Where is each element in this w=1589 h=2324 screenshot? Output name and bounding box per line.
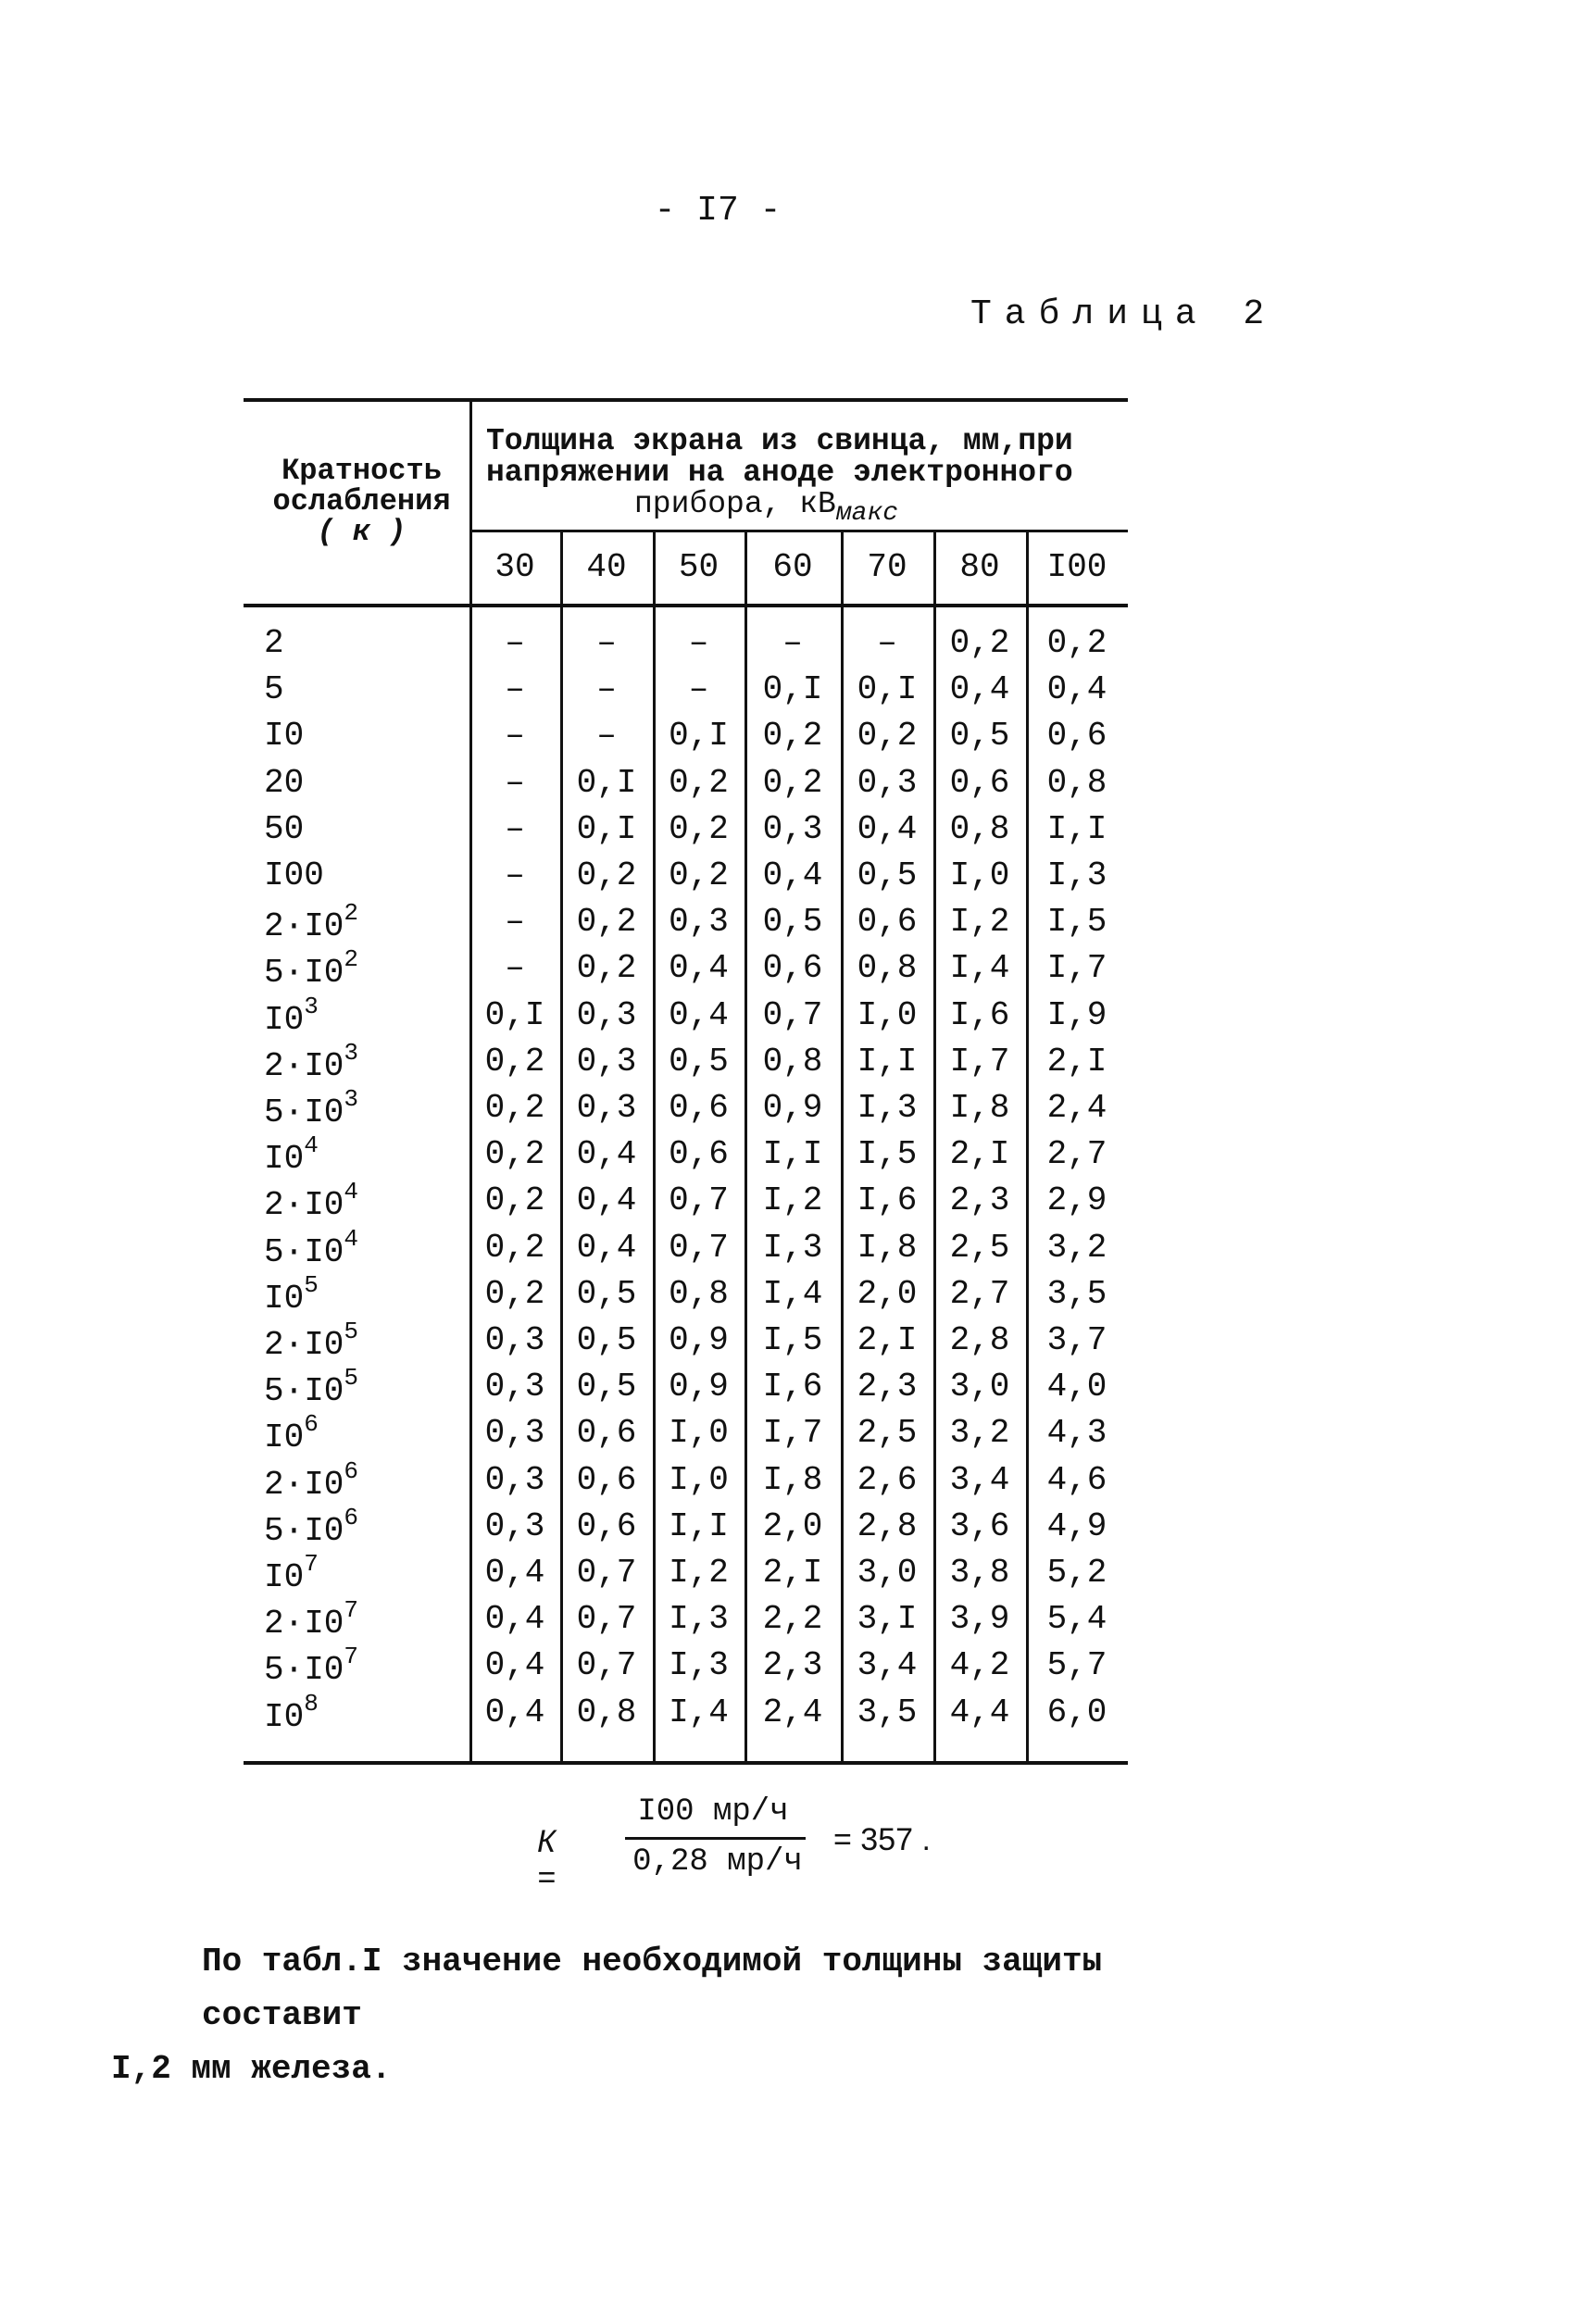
- thickness-cell: I,7: [1046, 949, 1107, 987]
- attenuation-value: [264, 1596, 359, 1643]
- thickness-cell: 3,0: [949, 1368, 1010, 1406]
- thickness-cell: I,3: [1046, 856, 1107, 894]
- thickness-cell: 0,5: [669, 1043, 729, 1081]
- header-left-line: ( к ): [317, 515, 407, 549]
- thickness-cell: 0,8: [1046, 764, 1107, 802]
- voltage-header-cell: 40: [586, 548, 627, 586]
- thickness-cell: I,7: [949, 1043, 1010, 1081]
- thickness-cell: 0,2: [1046, 624, 1107, 662]
- attenuation-base: I00: [264, 856, 324, 894]
- thickness-cell: 0,8: [576, 1693, 637, 1731]
- attenuation-base: I0: [264, 1418, 305, 1456]
- thickness-cell: –: [505, 670, 525, 708]
- thickness-cell: 3,7: [1046, 1321, 1107, 1359]
- attenuation-base: 5·I0: [264, 1372, 344, 1410]
- thickness-cell: I,8: [857, 1229, 918, 1267]
- table-row: [244, 1504, 1128, 1554]
- thickness-cell: 0,7: [576, 1646, 637, 1684]
- thickness-cell: –: [688, 670, 709, 708]
- table-subheader-rule: [469, 530, 1128, 532]
- attenuation-value: [264, 1410, 319, 1456]
- thickness-cell: 0,2: [484, 1275, 545, 1313]
- thickness-cell: 5,4: [1046, 1600, 1107, 1638]
- thickness-cell: 0,9: [762, 1089, 823, 1127]
- attenuation-exponent: 7: [344, 1643, 359, 1670]
- thickness-cell: 0,7: [576, 1600, 637, 1638]
- attenuation-exponent: 3: [304, 993, 319, 1020]
- attenuation-value: [264, 717, 304, 755]
- attenuation-base: 20: [264, 764, 305, 802]
- thickness-cell: 0,6: [576, 1414, 637, 1452]
- attenuation-base: 5·I0: [264, 954, 344, 992]
- thickness-cell: I,I: [762, 1135, 823, 1173]
- attenuation-value: [264, 1131, 319, 1178]
- column-divider: [841, 530, 844, 1764]
- attenuation-value: [264, 764, 304, 802]
- table-row: [244, 1318, 1128, 1368]
- thickness-cell: 0,3: [484, 1507, 545, 1545]
- attenuation-value: [264, 1457, 359, 1504]
- thickness-cell: 0,4: [857, 810, 918, 848]
- attenuation-exponent: 8: [304, 1690, 319, 1718]
- thickness-cell: 0,7: [762, 996, 823, 1034]
- attenuation-exponent: 3: [344, 1039, 359, 1067]
- thickness-cell: –: [596, 717, 617, 755]
- attenuation-value: [264, 624, 284, 662]
- thickness-cell: 4,4: [949, 1693, 1010, 1731]
- thickness-cell: 0,4: [576, 1229, 637, 1267]
- thickness-cell: I,5: [762, 1321, 823, 1359]
- table-row: [244, 1085, 1128, 1135]
- thickness-cell: 4,6: [1046, 1461, 1107, 1499]
- attenuation-exponent: 4: [304, 1131, 319, 1159]
- table-row: [244, 856, 1128, 903]
- thickness-cell: 0,6: [576, 1461, 637, 1499]
- thickness-cell: I,8: [762, 1461, 823, 1499]
- table-row: [244, 1410, 1128, 1460]
- thickness-cell: 0,5: [576, 1321, 637, 1359]
- attenuation-base: 5: [264, 670, 284, 708]
- thickness-cell: 0,2: [669, 764, 729, 802]
- attenuation-exponent: 4: [344, 1178, 359, 1206]
- attenuation-value: [264, 1643, 359, 1689]
- thickness-cell: 3,9: [949, 1600, 1010, 1638]
- thickness-cell: I,6: [857, 1181, 918, 1219]
- thickness-cell: 2,9: [1046, 1181, 1107, 1219]
- thickness-cell: 0,8: [762, 1043, 823, 1081]
- thickness-cell: 0,I: [857, 670, 918, 708]
- thickness-cell: 0,8: [669, 1275, 729, 1313]
- thickness-cell: 2,7: [1046, 1135, 1107, 1173]
- thickness-cell: –: [505, 903, 525, 941]
- thickness-cell: 3,2: [1046, 1229, 1107, 1267]
- attenuation-exponent: 6: [304, 1410, 319, 1438]
- thickness-cell: 2,I: [949, 1135, 1010, 1173]
- thickness-cell: 0,3: [576, 1089, 637, 1127]
- thickness-cell: 0,4: [484, 1554, 545, 1592]
- table-row: [244, 1690, 1128, 1740]
- thickness-cell: 2,I: [1046, 1043, 1107, 1081]
- thickness-cell: 0,2: [576, 949, 637, 987]
- attenuation-base: 2·I0: [264, 907, 344, 945]
- formula-numerator: I00 мр/ч: [637, 1794, 789, 1830]
- attenuation-exponent: 2: [344, 899, 359, 927]
- fraction-bar: [625, 1837, 806, 1840]
- thickness-cell: 6,0: [1046, 1693, 1107, 1731]
- attenuation-base: 2·I0: [264, 1047, 344, 1085]
- thickness-cell: 0,I: [762, 670, 823, 708]
- thickness-cell: I,5: [857, 1135, 918, 1173]
- attenuation-exponent: 5: [344, 1318, 359, 1345]
- thickness-cell: 0,4: [576, 1181, 637, 1219]
- thickness-cell: I,3: [857, 1089, 918, 1127]
- attenuation-value: [264, 856, 324, 894]
- attenuation-base: I0: [264, 717, 305, 755]
- thickness-cell: 0,2: [484, 1043, 545, 1081]
- thickness-cell: I,I: [669, 1507, 729, 1545]
- thickness-cell: 3,5: [857, 1693, 918, 1731]
- thickness-cell: 3,4: [857, 1646, 918, 1684]
- thickness-cell: 5,2: [1046, 1554, 1107, 1592]
- thickness-cell: 5,7: [1046, 1646, 1107, 1684]
- thickness-cell: –: [596, 670, 617, 708]
- thickness-cell: 3,2: [949, 1414, 1010, 1452]
- attenuation-value: [264, 1039, 359, 1085]
- thickness-cell: 0,4: [1046, 670, 1107, 708]
- thickness-cell: –: [505, 624, 525, 662]
- thickness-cell: 3,6: [949, 1507, 1010, 1545]
- attenuation-exponent: 5: [304, 1271, 319, 1299]
- header-right-line: напряжении на аноде электронного: [486, 456, 1073, 490]
- table-caption: Таблица 2: [970, 294, 1278, 334]
- column-divider: [933, 530, 936, 1764]
- attenuation-base: I0: [264, 1558, 305, 1596]
- thickness-cell: 2,0: [762, 1507, 823, 1545]
- table-row: [244, 1364, 1128, 1414]
- attenuation-base: I0: [264, 1698, 305, 1736]
- thickness-cell: 0,3: [484, 1414, 545, 1452]
- thickness-cell: I,6: [949, 996, 1010, 1034]
- thickness-cell: 2,5: [857, 1414, 918, 1452]
- thickness-cell: 0,4: [762, 856, 823, 894]
- thickness-cell: 3,5: [1046, 1275, 1107, 1313]
- table-row: [244, 624, 1128, 670]
- thickness-cell: I,I: [1046, 810, 1107, 848]
- thickness-cell: –: [505, 810, 525, 848]
- attenuation-value: [264, 1690, 319, 1736]
- thickness-cell: 2,8: [949, 1321, 1010, 1359]
- table-row: [244, 945, 1128, 995]
- attenuation-base: 2: [264, 624, 284, 662]
- thickness-cell: 0,I: [576, 764, 637, 802]
- thickness-cell: 0,3: [857, 764, 918, 802]
- column-divider: [653, 530, 656, 1764]
- formula-lhs: К =: [537, 1824, 557, 1895]
- attenuation-exponent: 5: [344, 1364, 359, 1392]
- attenuation-base: 2·I0: [264, 1186, 344, 1224]
- table-row: [244, 1457, 1128, 1507]
- attenuation-exponent: 3: [344, 1085, 359, 1113]
- thickness-cell: I,4: [669, 1693, 729, 1731]
- thickness-cell: I,8: [949, 1089, 1010, 1127]
- thickness-cell: 0,2: [484, 1181, 545, 1219]
- conclusion-paragraph: [111, 1935, 1269, 2096]
- header-left-line: ослабления: [272, 484, 451, 519]
- thickness-cell: –: [505, 856, 525, 894]
- thickness-cell: I,4: [949, 949, 1010, 987]
- table-bottom-rule: [244, 1761, 1128, 1765]
- thickness-cell: 0,5: [857, 856, 918, 894]
- thickness-cell: 0,4: [669, 949, 729, 987]
- voltage-header-cell: I00: [1046, 548, 1107, 586]
- attenuation-value: [264, 670, 284, 708]
- page-number: - I7 -: [654, 191, 782, 231]
- thickness-cell: 2,4: [1046, 1089, 1107, 1127]
- thickness-cell: I,I: [857, 1043, 918, 1081]
- thickness-cell: 4,3: [1046, 1414, 1107, 1452]
- attenuation-base: 2·I0: [264, 1466, 344, 1504]
- header-right-line: Толщина экрана из свинца, мм,при: [486, 424, 1073, 458]
- thickness-cell: 0,6: [669, 1089, 729, 1127]
- thickness-cell: I,6: [762, 1368, 823, 1406]
- attenuation-base: I0: [264, 1001, 305, 1039]
- thickness-cell: 0,2: [762, 717, 823, 755]
- thickness-cell: 2,6: [857, 1461, 918, 1499]
- formula-result: = 357 .: [833, 1822, 931, 1857]
- thickness-cell: 3,I: [857, 1600, 918, 1638]
- thickness-cell: I,3: [762, 1229, 823, 1267]
- thickness-cell: I,9: [1046, 996, 1107, 1034]
- thickness-cell: 0,2: [484, 1229, 545, 1267]
- thickness-cell: 0,5: [576, 1275, 637, 1313]
- attenuation-base: 2·I0: [264, 1605, 344, 1643]
- attenuation-value: [264, 1318, 359, 1364]
- thickness-cell: 4,9: [1046, 1507, 1107, 1545]
- thickness-cell: I,3: [669, 1600, 729, 1638]
- table-row: [244, 1596, 1128, 1646]
- thickness-cell: 0,2: [762, 764, 823, 802]
- table-row: [244, 717, 1128, 763]
- thickness-cell: I,2: [949, 903, 1010, 941]
- thickness-cell: 0,8: [857, 949, 918, 987]
- attenuation-base: I0: [264, 1140, 305, 1178]
- table-row: [244, 1271, 1128, 1321]
- thickness-cell: 0,I: [669, 717, 729, 755]
- thickness-cell: 0,6: [857, 903, 918, 941]
- thickness-cell: 0,5: [949, 717, 1010, 755]
- thickness-cell: 0,9: [669, 1321, 729, 1359]
- table-row: [244, 1178, 1128, 1228]
- thickness-cell: 2,4: [762, 1693, 823, 1731]
- attenuation-value: [264, 1178, 359, 1224]
- thickness-cell: 2,I: [857, 1321, 918, 1359]
- thickness-cell: 0,4: [669, 996, 729, 1034]
- thickness-cell: 0,2: [949, 624, 1010, 662]
- thickness-cell: –: [877, 624, 897, 662]
- column-divider: [560, 530, 563, 1764]
- table-row: [244, 1131, 1128, 1181]
- thickness-cell: I,0: [669, 1461, 729, 1499]
- attenuation-base: I0: [264, 1280, 305, 1318]
- thickness-cell: 2,3: [949, 1181, 1010, 1219]
- thickness-cell: 0,6: [762, 949, 823, 987]
- attenuation-value: [264, 993, 319, 1039]
- thickness-cell: 0,2: [576, 903, 637, 941]
- thickness-cell: 0,2: [857, 717, 918, 755]
- thickness-cell: –: [505, 764, 525, 802]
- thickness-cell: 2,3: [857, 1368, 918, 1406]
- thickness-cell: 0,2: [669, 810, 729, 848]
- thickness-cell: –: [596, 624, 617, 662]
- paragraph-line: I,2 мм железа.: [111, 2050, 392, 2088]
- thickness-cell: I,4: [762, 1275, 823, 1313]
- table-row: [244, 764, 1128, 810]
- thickness-cell: 0,5: [762, 903, 823, 941]
- thickness-cell: I,0: [857, 996, 918, 1034]
- thickness-cell: –: [505, 717, 525, 755]
- thickness-cell: I,3: [669, 1646, 729, 1684]
- header-unit-subscript: макс: [835, 499, 899, 528]
- thickness-cell: –: [688, 624, 709, 662]
- thickness-cell: 2,8: [857, 1507, 918, 1545]
- attenuation-base: 50: [264, 810, 305, 848]
- thickness-cell: 3,0: [857, 1554, 918, 1592]
- thickness-cell: 0,7: [669, 1181, 729, 1219]
- attenuation-value: [264, 1085, 359, 1131]
- table-row: [244, 1643, 1128, 1693]
- thickness-cell: 2,2: [762, 1600, 823, 1638]
- thickness-cell: 0,6: [669, 1135, 729, 1173]
- attenuation-base: 5·I0: [264, 1512, 344, 1550]
- thickness-cell: 0,9: [669, 1368, 729, 1406]
- thickness-cell: 0,4: [949, 670, 1010, 708]
- attenuation-value: [264, 899, 359, 945]
- thickness-cell: 4,0: [1046, 1368, 1107, 1406]
- column-header-attenuation: [257, 456, 466, 547]
- attenuation-value: [264, 945, 359, 992]
- thickness-cell: 0,I: [576, 810, 637, 848]
- thickness-cell: 3,8: [949, 1554, 1010, 1592]
- header-unit: прибора, кВ: [634, 487, 836, 521]
- thickness-cell: 0,2: [576, 856, 637, 894]
- voltage-header-cell: 30: [494, 548, 535, 586]
- header-right-line: [486, 487, 1125, 528]
- thickness-cell: 3,4: [949, 1461, 1010, 1499]
- thickness-cell: 0,8: [949, 810, 1010, 848]
- thickness-cell: I,7: [762, 1414, 823, 1452]
- thickness-cell: I,2: [762, 1181, 823, 1219]
- table-row: [244, 670, 1128, 717]
- thickness-cell: 0,I: [484, 996, 545, 1034]
- thickness-cell: 2,I: [762, 1554, 823, 1592]
- thickness-cell: –: [505, 949, 525, 987]
- attenuation-exponent: 2: [344, 945, 359, 973]
- voltage-header-cell: 80: [959, 548, 1000, 586]
- table-row: [244, 993, 1128, 1043]
- attenuation-base: 5·I0: [264, 1093, 344, 1131]
- thickness-cell: 0,4: [484, 1693, 545, 1731]
- thickness-cell: 0,3: [762, 810, 823, 848]
- thickness-cell: 0,2: [484, 1135, 545, 1173]
- thickness-cell: 2,3: [762, 1646, 823, 1684]
- header-left-line: Кратность: [282, 454, 442, 488]
- thickness-cell: 0,7: [669, 1229, 729, 1267]
- thickness-cell: I,0: [669, 1414, 729, 1452]
- voltage-header-cell: 50: [678, 548, 719, 586]
- thickness-cell: I,5: [1046, 903, 1107, 941]
- voltage-header-cell: 70: [867, 548, 907, 586]
- table-row: [244, 810, 1128, 856]
- thickness-cell: 4,2: [949, 1646, 1010, 1684]
- attenuation-exponent: 6: [344, 1504, 359, 1531]
- thickness-cell: 0,4: [484, 1646, 545, 1684]
- attenuation-exponent: 6: [344, 1457, 359, 1485]
- column-header-thickness: [486, 424, 1125, 528]
- table-header-rule: [244, 604, 1128, 607]
- attenuation-value: [264, 1225, 359, 1271]
- thickness-cell: 0,6: [949, 764, 1010, 802]
- column-divider: [744, 530, 747, 1764]
- thickness-cell: 0,3: [576, 1043, 637, 1081]
- thickness-cell: I,0: [949, 856, 1010, 894]
- attenuation-value: [264, 810, 304, 848]
- table-row: [244, 1039, 1128, 1089]
- thickness-cell: I,2: [669, 1554, 729, 1592]
- column-divider: [1026, 530, 1029, 1764]
- thickness-cell: 0,4: [576, 1135, 637, 1173]
- thickness-cell: 2,7: [949, 1275, 1010, 1313]
- attenuation-exponent: 7: [304, 1550, 319, 1578]
- attenuation-exponent: 4: [344, 1225, 359, 1253]
- thickness-cell: 2,0: [857, 1275, 918, 1313]
- attenuation-base: 5·I0: [264, 1651, 344, 1689]
- table-row: [244, 899, 1128, 949]
- attenuation-value: [264, 1550, 319, 1596]
- table-row: [244, 1225, 1128, 1275]
- thickness-cell: –: [782, 624, 803, 662]
- thickness-cell: 0,3: [484, 1368, 545, 1406]
- thickness-cell: 0,7: [576, 1554, 637, 1592]
- thickness-cell: 0,3: [484, 1461, 545, 1499]
- attenuation-value: [264, 1364, 359, 1410]
- thickness-cell: 0,6: [576, 1507, 637, 1545]
- attenuation-exponent: 7: [344, 1596, 359, 1624]
- thickness-cell: 0,2: [484, 1089, 545, 1127]
- paragraph-line: По табл.I значение необходимой толщины защиты составит: [202, 1943, 1103, 2034]
- voltage-header-cell: 60: [772, 548, 813, 586]
- attenuation-value: [264, 1504, 359, 1550]
- thickness-cell: 0,3: [669, 903, 729, 941]
- thickness-cell: 0,3: [484, 1321, 545, 1359]
- table-top-rule: [244, 398, 1128, 402]
- table-row: [244, 1550, 1128, 1600]
- attenuation-value: [264, 1271, 319, 1318]
- thickness-cell: 0,4: [484, 1600, 545, 1638]
- thickness-cell: 0,3: [576, 996, 637, 1034]
- attenuation-base: 5·I0: [264, 1233, 344, 1271]
- thickness-cell: 0,2: [669, 856, 729, 894]
- column-divider: [469, 398, 472, 1764]
- thickness-cell: 0,5: [576, 1368, 637, 1406]
- formula-denominator: 0,28 мр/ч: [632, 1844, 803, 1880]
- thickness-cell: 2,5: [949, 1229, 1010, 1267]
- attenuation-base: 2·I0: [264, 1326, 344, 1364]
- thickness-cell: 0,6: [1046, 717, 1107, 755]
